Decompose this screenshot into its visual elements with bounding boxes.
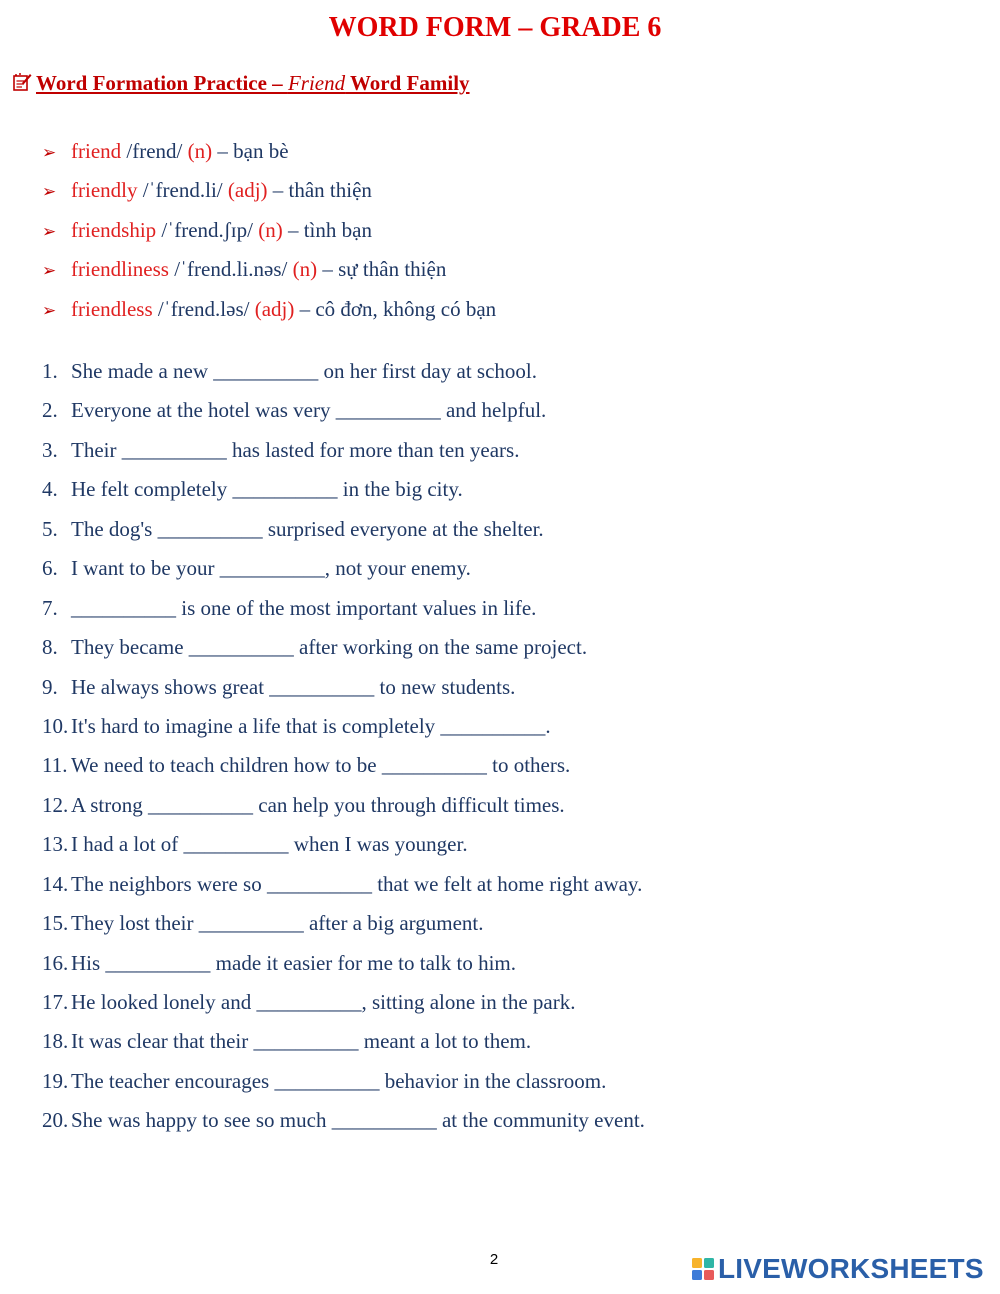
arrow-bullet-icon: ➢ [42, 221, 57, 242]
question-item [42, 631, 645, 670]
question-item [42, 907, 645, 946]
question-text: He looked lonely and __________, sitting alone in the park. [71, 990, 576, 1014]
vocab-item [42, 253, 496, 292]
question-number: 8. [42, 635, 58, 660]
question-number: 17. [42, 990, 69, 1014]
arrow-bullet-icon: ➢ [42, 182, 57, 203]
question-number: 5. [42, 516, 58, 541]
liveworksheets-brand[interactable] [691, 1252, 984, 1286]
question-item [42, 1065, 645, 1104]
question-text: She was happy to see so much __________ at the community event. [71, 1108, 645, 1133]
question-text: They lost their __________ after a big argument. [71, 911, 484, 936]
vocab-word: friendly [71, 178, 138, 203]
question-text: A strong __________ can help you through difficult times. [71, 792, 565, 817]
vocab-item [42, 214, 496, 253]
question-text: His __________ made it easier for me to talk to him. [71, 950, 516, 975]
liveworksheets-wordmark: LIVEWORKSHEETS [718, 1253, 984, 1284]
vocab-meaning: – sự thân thiện [317, 257, 447, 282]
question-number: 20. [42, 1108, 69, 1133]
question-item [42, 355, 645, 394]
vocab-word: friendliness [71, 257, 169, 282]
question-item [42, 552, 645, 591]
question-number: 2. [42, 398, 58, 423]
question-number: 15. [42, 911, 69, 936]
vocab-pos: (n) [292, 257, 318, 282]
vocab-word: friendless [71, 296, 153, 321]
vocabulary-list [42, 135, 496, 332]
vocab-item [42, 135, 496, 174]
vocab-phonetic: /ˈfrend.li.nəs/ [168, 257, 293, 282]
question-text: He always shows great __________ to new students. [71, 674, 516, 699]
question-item [42, 1104, 645, 1143]
vocab-meaning: – cô đơn, không có bạn [294, 296, 497, 321]
vocab-pos: (n) [187, 139, 213, 163]
question-text: I had a lot of __________ when I was younger. [71, 832, 468, 857]
question-item [42, 947, 645, 986]
vocab-phonetic: /ˈfrend.li/ [137, 178, 228, 203]
question-item [42, 1025, 645, 1064]
question-number: 11. [42, 753, 68, 778]
vocab-word: friendship [71, 217, 157, 242]
question-item [42, 473, 645, 512]
question-item [42, 868, 645, 907]
question-item [42, 592, 645, 631]
question-number: 14. [42, 871, 69, 896]
question-number: 7. [42, 595, 58, 620]
question-text: The teacher encourages __________ behavior in the classroom. [71, 1068, 607, 1093]
question-text: They became __________ after working on the same project. [71, 635, 588, 660]
arrow-bullet-icon: ➢ [42, 261, 57, 282]
question-number: 19. [42, 1068, 69, 1093]
question-item [42, 434, 645, 473]
question-item [42, 828, 645, 867]
vocab-word: friend [71, 139, 122, 163]
question-number: 12. [42, 792, 69, 817]
question-number: 6. [42, 556, 58, 581]
question-text: She made a new __________ on her first day at school. [71, 359, 537, 383]
question-item [42, 671, 645, 710]
question-list [42, 355, 645, 1144]
question-text: __________ is one of the most important values in life. [71, 595, 537, 620]
question-number: 16. [42, 950, 69, 975]
question-item [42, 710, 645, 749]
vocab-item [42, 293, 496, 332]
question-item [42, 789, 645, 828]
vocab-meaning: – bạn bè [212, 139, 289, 163]
vocab-pos: (adj) [254, 296, 295, 321]
vocab-phonetic: /ˈfrend.ləs/ [152, 296, 255, 321]
vocab-pos: (adj) [227, 178, 268, 203]
question-number: 4. [42, 477, 58, 502]
question-number: 13. [42, 832, 69, 857]
question-item [42, 749, 645, 788]
vocab-pos: (n) [258, 217, 283, 242]
section-subtitle [12, 71, 470, 96]
arrow-bullet-icon: ➢ [42, 143, 57, 163]
question-text: The neighbors were so __________ that we felt at home right away. [71, 871, 643, 896]
question-text: It's hard to imagine a life that is completely __________. [71, 713, 551, 738]
question-number: 1. [42, 359, 58, 383]
question-text: He felt completely __________ in the big city. [71, 477, 463, 502]
question-text: It was clear that their __________ meant a lot to them. [71, 1029, 532, 1054]
page-title: WORD FORM – GRADE 6 [328, 12, 662, 43]
question-text: We need to teach children how to be __________ to others. [71, 753, 571, 778]
memo-icon [12, 72, 32, 92]
question-number: 9. [42, 674, 58, 699]
vocab-item [42, 174, 496, 213]
question-number: 3. [42, 437, 58, 462]
page-number: 2 [489, 1251, 499, 1268]
question-number: 18. [42, 1029, 69, 1054]
question-text: I want to be your __________, not your enemy. [71, 556, 471, 581]
subtitle-part2: Word Family [345, 71, 470, 95]
arrow-bullet-icon: ➢ [42, 300, 57, 321]
vocab-phonetic: /ˈfrend.ʃɪp/ [156, 217, 259, 242]
question-text: The dog's __________ surprised everyone at the shelter. [71, 516, 544, 541]
question-text: Their __________ has lasted for more than ten years. [71, 437, 520, 462]
question-item [42, 986, 645, 1025]
question-item [42, 513, 645, 552]
question-text: Everyone at the hotel was very __________ and helpful. [71, 398, 547, 423]
subtitle-part1: Word Formation Practice – [36, 71, 288, 95]
vocab-meaning: – thân thiện [267, 178, 372, 203]
question-item [42, 394, 645, 433]
vocab-phonetic: /frend/ [121, 139, 188, 163]
vocab-meaning: – tình bạn [282, 217, 372, 242]
subtitle-italic-word: Friend [287, 71, 346, 95]
question-number: 10. [42, 713, 69, 738]
liveworksheets-logo-icon [691, 1257, 715, 1281]
